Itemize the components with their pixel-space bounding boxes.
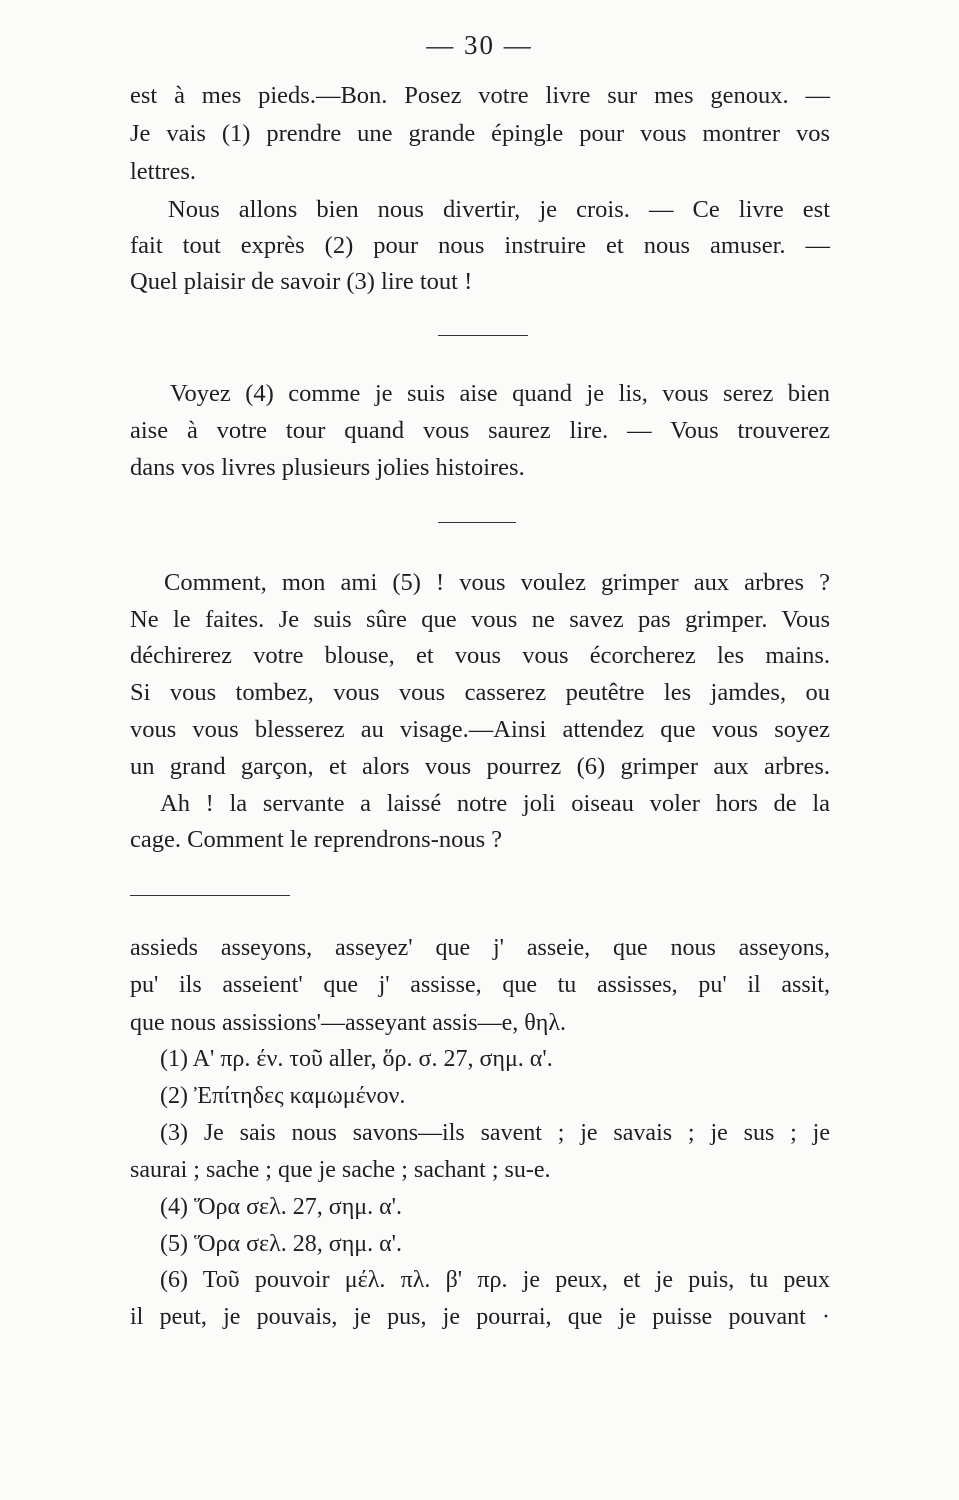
footnote-line: assieds asseyons, asseyez' que j' asseie, que nous asseyons, <box>130 935 830 961</box>
text-line: lettres. <box>130 158 196 185</box>
text-line: est à mes pieds.—Bon. Posez votre livre sur mes genoux. — <box>130 82 830 109</box>
text-line: un grand garçon, et alors vous pourrez (6) grimper aux arbres. <box>130 753 830 780</box>
text-line: Nous allons bien nous divertir, je crois. — Ce livre est <box>168 196 830 223</box>
page-number: — 30 — <box>426 30 533 60</box>
footnote-line: pu' ils asseient' que j' assisse, que tu assisses, pu' il assit, <box>130 972 830 998</box>
text-line: Quel plaisir de savoir (3) lire tout ! <box>130 268 473 295</box>
text-line: vous vous blesserez au visage.—Ainsi attendez que vous soyez <box>130 716 830 743</box>
text-line: Comment, mon ami (5) ! vous voulez grimper aux arbres ? <box>164 569 830 596</box>
footnote-line: (2) Ἐπίτηδες καμωμένον. <box>160 1083 406 1109</box>
footnote-line: saurai ; sache ; que je sache ; sachant ; su-e. <box>130 1157 551 1183</box>
footnote-line: (6) Τοῦ pouvoir μέλ. πλ. β' πρ. je peux, et je puis, tu peux <box>160 1267 830 1293</box>
text-line: fait tout exprès (2) pour nous instruire et nous amuser. — <box>130 232 830 259</box>
text-line: Voyez (4) comme je suis aise quand je lis, vous serez bien <box>170 380 830 407</box>
text-line: aise à votre tour quand vous saurez lire. — Vous trouverez <box>130 417 830 444</box>
text-line: cage. Comment le reprendrons-nous ? <box>130 826 503 853</box>
section-divider <box>438 335 528 336</box>
section-divider <box>438 522 516 523</box>
text-line: Ne le faites. Je suis sûre que vous ne savez pas grimper. Vous <box>130 606 830 633</box>
footnote-line: (1) Α' πρ. έν. τοῦ aller, ὅρ. σ. 27, σημ. α'. <box>160 1046 553 1072</box>
text-line: Si vous tombez, vous vous casserez peutêtre les jamdes, ou <box>130 679 830 706</box>
footnote-line: (3) Je sais nous savons—ils savent ; je savais ; je sus ; je <box>160 1120 830 1146</box>
text-line: Ah ! la servante a laissé notre joli oiseau voler hors de la <box>160 790 830 817</box>
text-line: dans vos livres plusieurs jolies histoires. <box>130 454 525 481</box>
footnote-rule <box>130 895 290 896</box>
text-line: Je vais (1) prendre une grande épingle pour vous montrer vos <box>130 120 830 147</box>
footnote-line: que nous assissions'—asseyant assis—e, θηλ. <box>130 1010 566 1036</box>
footnote-line: (4) Ὅρα σελ. 27, σημ. α'. <box>160 1194 403 1220</box>
footnote-line: il peut, je pouvais, je pus, je pourrai, que je puisse pouvant · <box>130 1304 830 1330</box>
footnote-line: (5) Ὅρα σελ. 28, σημ. α'. <box>160 1231 403 1257</box>
text-line: déchirerez votre blouse, et vous vous écorcherez les mains. <box>130 642 830 669</box>
